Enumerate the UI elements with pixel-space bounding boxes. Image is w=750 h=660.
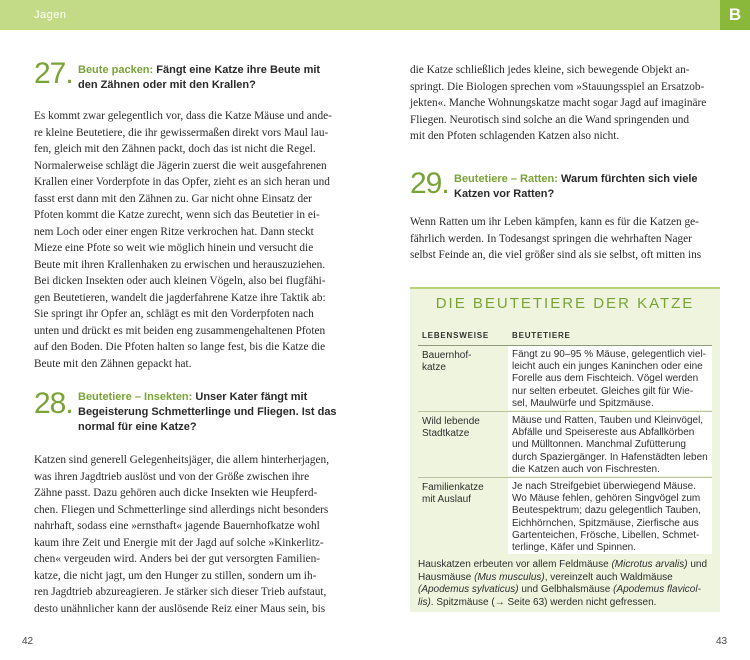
text-line: Bei dicken Insekten oder auch kleinen Vögeln, also bei flugfähi- — [34, 275, 326, 287]
text-line: fasst erst dann mit den Zähnen zu. Gar nicht ohne Einsatz der — [34, 192, 312, 205]
question-number: 27. — [34, 57, 73, 90]
question-keyword: Beutetiere – Insekten: — [78, 391, 193, 403]
column-header-lifestyle: LEBENSWEISE — [422, 331, 490, 340]
text-line: Sie springt ihr Opfer an, schlägt es mit den Vorderpfoten nach — [34, 308, 314, 320]
text-line: gen Beutetieren, wandelt die jagderfahrene Katze ihre Taktik ab: — [34, 291, 326, 304]
question-number: 28. — [34, 387, 73, 420]
question-28 — [34, 388, 344, 438]
text-line: kaum ihre Zeit und Energie mit der Jagd auf solche »Kinkerlitz- — [34, 536, 324, 549]
text-line: die Katze schließlich jedes kleine, sich bewegende Objekt an- — [410, 64, 690, 76]
row-value: Fängt zu 90–95 % Mäuse, gelegentlich viel- leicht auch ein junges Kaninchen oder eine Forelle aus dem Fischteich. Vögel werden nur selten erbeutet. Gleiches gilt für Wie- sel, Maulwürfe und Spitzmäuse. — [508, 346, 712, 410]
text-line: unten und drückt es mit beiden eng zusammengehaltenen Pfoten — [34, 324, 326, 337]
question-body: Fängt eine Katze ihre Beute mit den Zähnen oder mit den Krallen? — [78, 64, 321, 91]
question-body: Warum fürchten sich viele Katzen vor Ratten? — [454, 173, 698, 200]
footnote-text: . Spitzmäuse (→ Seite 63) werden nicht gefressen. — [430, 596, 657, 608]
table-header — [418, 327, 712, 346]
text-line: desto unähnlicher kann der auslösende Reiz einer Maus sein, bis — [34, 602, 326, 615]
row-value: Mäuse und Ratten, Tauben und Kleinvögel, Abfälle und Speisereste aus Abfallkörben und Mülltonnen. Manchmal Zufütterung durch Spaziergänger. In Hafenstädten leben die Katzen auch von Fischresten. — [508, 412, 712, 476]
footnote-text: und Hausmäuse — [418, 559, 708, 583]
question-body: Unser Kater fängt mit Begeisterung Schmetterlinge und Fliegen. Ist das normal für eine Katze? — [78, 391, 337, 433]
row-value: Je nach Streifgebiet überwiegend Mäuse. Wo Mäuse fehlen, gehören Singvögel zum Beutespektrum; dazu gelegentlich Tauben, Eichhörnchen, Spitzmäuse, Zierfische aus Gartenteichen, Frösche, Libellen, Schmet- terlinge, Käfer und Spinnen. — [508, 478, 712, 554]
question-text — [78, 390, 343, 435]
row-label: Wild lebende Stadtkatze — [422, 416, 480, 440]
header-bar-right — [375, 0, 750, 30]
row-label: Bauernhof- katze — [422, 350, 472, 374]
page-number-left: 42 — [22, 636, 34, 647]
text-line: nahrhaft, sodass eine »ernsthaft« jagende Bauernhofkatze wohl — [34, 520, 320, 532]
text-line: mit den Pfoten schlagenden Katzen also nicht. — [410, 130, 620, 142]
text-line: auf den Boden. Die Pfoten halten so lange fest, bis die Katze die — [34, 341, 326, 353]
text-line: katze, die nicht jagt, um den Hunger zu stillen, sondern um ih- — [34, 569, 317, 582]
footnote-latin: (Mus musculus) — [474, 571, 545, 583]
text-line: re kleine Beutetiere, die ihr gewissermaßen direkt vors Maul lau- — [34, 126, 329, 139]
info-box-prey-animals — [410, 287, 720, 612]
text-line: nem Loch oder einer engen Ritze verkrochen hat. Dann steckt — [34, 225, 314, 238]
text-line: Wenn Ratten um ihr Leben kämpfen, kann es für die Katzen ge- — [410, 216, 699, 228]
header-bar-left — [0, 0, 375, 30]
text-line: chen« vergeuden wird. Anders bei der gut versorgten Familien- — [34, 553, 321, 565]
question-text — [78, 63, 338, 93]
text-line: Beute mit den Zähnen gepackt hat. — [34, 357, 192, 370]
question-number: 29. — [410, 167, 449, 200]
footnote-latin: (Apodemus sylvaticus) — [418, 584, 519, 595]
footnote-text: , vereinzelt auch Waldmäuse — [544, 571, 673, 583]
text-line: was ihren Jagdtrieb auslöst und von der Größe zwischen ihre — [34, 470, 310, 483]
text-line: Es kommt zwar gelegentlich vor, dass die Katze Mäuse und ande- — [34, 110, 332, 122]
table-row — [418, 346, 712, 412]
question-keyword: Beute packen: — [78, 64, 154, 76]
text-line: fen, gleich mit den Zähnen packt, doch das ist nicht die Regel. — [34, 143, 316, 155]
table-row — [418, 412, 712, 478]
text-line: Krallen einer Vorderpfote in das Opfer, zieht es an sich heran und — [34, 176, 330, 188]
text-line: chen. Fliegen und Schmetterlinge sind allerdings nicht besonders — [34, 503, 329, 516]
text-line: ren Jagdtrieb abzureagieren. Je stärker sich dieser Trieb aufstaut, — [34, 586, 327, 598]
text-line: Fliegen. Neurotisch sind solche an die Wand springenden und — [410, 113, 690, 126]
answer-27 — [34, 108, 346, 372]
chapter-tab: B — [720, 0, 750, 30]
question-keyword: Beutetiere – Ratten: — [454, 173, 558, 185]
text-line: fährlich werden. In Todesangst springen die wehrhaften Nager — [410, 232, 692, 245]
text-line: springt. Die Biologen sprechen vom »Stauungsspiel an Ersatzob- — [410, 80, 705, 93]
answer-29 — [410, 214, 720, 264]
box-title: DIE BEUTETIERE DER KATZE — [435, 295, 695, 312]
answer-28 — [34, 452, 346, 617]
box-footnote — [418, 559, 712, 609]
text-line: Normalerweise schlägt die Jägerin zuerst die weit ausgefahrenen — [34, 159, 327, 172]
text-line: Beute mit ihren Krallenhaken zu erwischen und herauszuziehen. — [34, 258, 326, 271]
text-line: Katzen sind generell Gelegenheitsjäger, die allem hinterherjagen, — [34, 454, 330, 466]
footnote-text: und Gelbhalsmäuse — [518, 584, 614, 595]
text-line: Pfoten kommt die Katze zurecht, wenn sich das Beutetier in ei- — [34, 209, 320, 221]
footnote-latin: (Microtus arvalis) — [611, 559, 688, 570]
footnote-text: Hauskatzen erbeuten vor allem Feldmäuse — [418, 559, 612, 570]
section-title: Jagen — [34, 9, 67, 21]
question-29 — [410, 168, 720, 208]
column-header-prey: BEUTETIERE — [512, 331, 571, 340]
row-label: Familienkatze mit Auslauf — [422, 482, 484, 506]
question-27 — [34, 58, 344, 98]
page-number-right: 43 — [716, 636, 728, 647]
table-row — [418, 478, 712, 554]
text-line: selbst Feinde an, die viel größer sind als sie selbst, oft mitten ins — [410, 249, 702, 261]
text-line: Mieze eine Pfote so weit wie möglich hinein und versucht die — [34, 242, 314, 254]
question-text — [454, 172, 714, 202]
footnote-latin: (Apodemus flavicol-lis) — [418, 584, 701, 608]
text-line: jekten«. Manche Wohnungskatze macht sogar Jagd auf imaginäre — [410, 97, 707, 109]
text-line: Zähne passt. Dazu gehören auch dicke Insekten wie Heupferd- — [34, 487, 318, 499]
answer-28-continued — [410, 62, 720, 145]
